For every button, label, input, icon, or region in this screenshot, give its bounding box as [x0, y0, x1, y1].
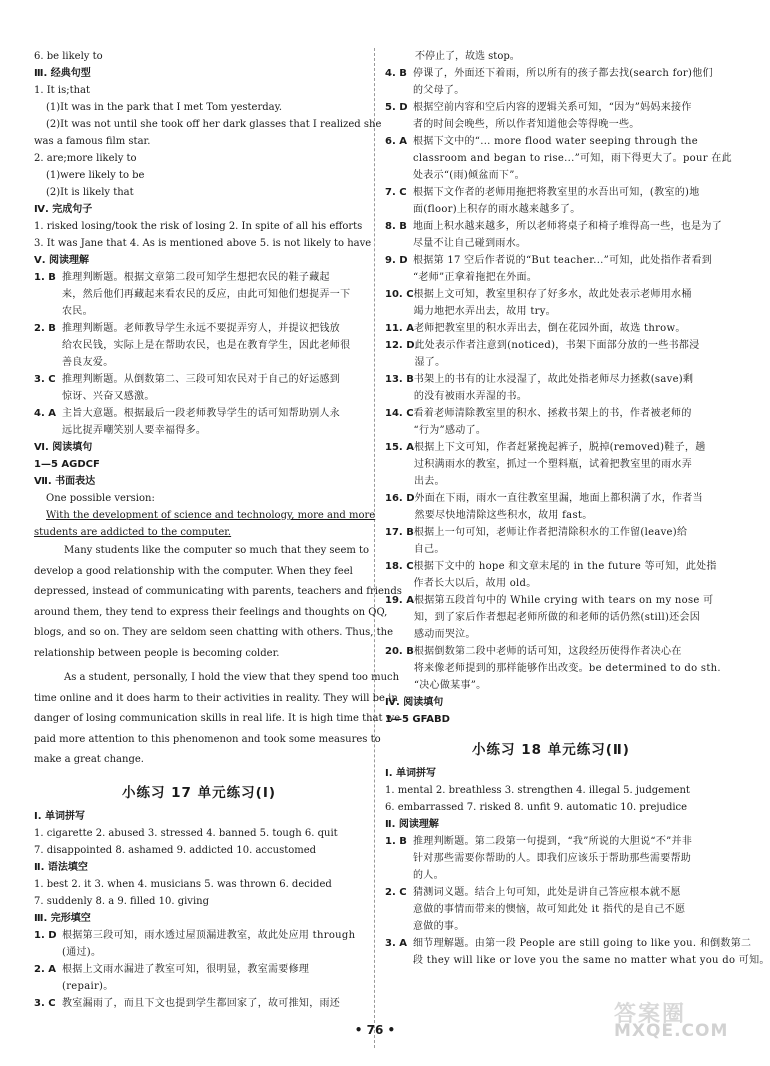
text-line: 不停止了，故选 stop。	[415, 51, 520, 62]
item-line: 的人。	[413, 870, 444, 881]
item-explanation	[62, 269, 364, 320]
item-line: 推理判断题。从倒数第二、三段可知农民对于自己的好运感到	[62, 374, 341, 385]
text-line: 7. suddenly 8. a 9. filled 10. giving	[34, 895, 209, 907]
answer-item	[385, 833, 717, 884]
item-line: 自己。	[413, 544, 445, 555]
answer-item	[385, 218, 722, 252]
item-number: 3. C	[34, 997, 56, 1009]
item-explanation	[413, 833, 717, 884]
item-line: 针对那些需要你帮助的人。即我们应该乐于帮助那些需要帮助	[413, 853, 692, 864]
item-line: 善良友爱。	[62, 357, 114, 368]
item-number: 1. D	[34, 929, 57, 941]
text-line: 1. It is;that	[34, 85, 91, 96]
item-number: 1. B	[34, 272, 56, 283]
essay-line: around them, they tend to express their feelings and thoughts on QQ,	[34, 606, 388, 618]
item-number: 4. B	[385, 68, 407, 79]
item-line: 段 they will like or love you the same no matter what you do 可知。	[413, 955, 770, 966]
item-explanation	[62, 371, 364, 405]
text-line: (2)It was not until she took off her dark glasses that I realized she	[46, 119, 382, 130]
essay-line: develop a good relationship with the computer. When they feel	[34, 565, 353, 577]
item-explanation	[414, 286, 717, 320]
item-line: 根据第五段首句中的 While crying with tears on my nose 可	[413, 595, 714, 606]
item-number: 5. D	[385, 102, 408, 113]
item-explanation	[413, 252, 717, 286]
item-line: 知，到了家后作者想起老师所做的和老师的话仍然(still)还会因	[413, 612, 701, 623]
item-explanation	[414, 524, 717, 558]
text-line: 1. risked losing/took the risk of losing 2. In spite of all his efforts	[34, 221, 363, 232]
section-heading: Ⅰ. 单词拼写	[34, 810, 86, 822]
answer-item	[385, 286, 717, 320]
item-number: 14. C	[385, 408, 414, 419]
essay-line: blogs, and so on. They are seldom seen chatting with others. Thus, the	[34, 627, 393, 638]
item-explanation	[62, 995, 364, 1012]
item-line: 湿了。	[414, 357, 446, 368]
section-heading: Ⅶ. 书面表达	[34, 476, 96, 487]
item-line: 惊讶、兴奋又感激。	[62, 391, 155, 402]
item-line: (通过)。	[62, 946, 102, 958]
item-explanation	[413, 65, 717, 99]
item-number: 20. B	[385, 646, 414, 657]
practice-title: 小练习 18 单元练习(Ⅱ)	[472, 742, 630, 758]
item-line: 根据下文中的 hope 和文章末尾的 in the future 等可知，此处指	[413, 561, 717, 572]
answer-item	[385, 133, 732, 184]
answer-item	[385, 320, 717, 337]
item-line: 教室漏雨了，而且下文也提到学生都回家了，故可推知，雨还	[62, 997, 341, 1009]
answer-item	[385, 405, 717, 439]
item-line: 给农民钱，实际上是在帮助农民，也是在教育学生，因此老师很	[62, 340, 351, 351]
item-line: 地面上积水越来越多，所以老师将桌子和椅子堆得高一些，也是为了	[413, 221, 722, 232]
item-line: 来，然后他们再藏起来看农民的反应，由此可知他们想捉弄一下	[62, 289, 351, 300]
section-heading: Ⅱ. 阅读理解	[385, 819, 439, 830]
item-number: 8. B	[385, 221, 407, 232]
item-line: 面(floor)上积存的雨水越来越多了。	[413, 204, 581, 215]
answer-item	[385, 524, 717, 558]
item-explanation	[414, 320, 717, 337]
item-line: 外面在下雨，雨水一直往教室里漏，地面上都积满了水，作者当	[414, 493, 703, 504]
item-line: 停课了，外面还下着雨，所以所有的孩子都去找(search for)他们	[413, 68, 713, 79]
item-line: 根据下文作者的老师用拖把将教室里的水吾出可知，(教室的)地	[413, 187, 700, 198]
text-line: 3. It was Jane that 4. As is mentioned above 5. is not likely to have	[34, 238, 372, 249]
item-explanation	[62, 927, 364, 961]
item-line: 猜测词义题。结合上句可知，此处是讲自己答应根本就不愿	[413, 887, 681, 898]
answer-item	[385, 592, 717, 643]
item-line: 竭力地把水弄出去，故用 try。	[413, 306, 556, 317]
item-line: 意做的事。	[413, 921, 465, 932]
text-line: 1. cigarette 2. abused 3. stressed 4. banned 5. tough 6. quit	[34, 827, 338, 839]
answer-item	[385, 65, 717, 99]
answer-item	[34, 320, 364, 371]
text-line: (1)were likely to be	[46, 170, 145, 181]
practice-title: 小练习 17 单元练习(Ⅰ)	[121, 784, 277, 801]
item-explanation	[413, 184, 717, 218]
item-number: 19. A	[385, 595, 414, 606]
item-number: 18. C	[385, 561, 414, 572]
essay-line: depressed, instead of communicating with parents, teachers and friends	[34, 586, 402, 597]
item-line: 过积满雨水的教室，抓过一个塑料瓶，试着把教室里的雨水弄	[413, 459, 693, 470]
item-explanation	[414, 439, 717, 490]
item-number: 10. C	[385, 289, 414, 300]
item-line: 根据上一句可知，老师让作者把清除积水的工作留(leave)给	[413, 527, 688, 538]
item-explanation	[413, 935, 770, 969]
item-number: 2. A	[34, 963, 56, 975]
watermark-logo	[614, 1002, 742, 1060]
text-line: 2. are;more likely to	[34, 153, 137, 164]
item-explanation	[414, 558, 717, 592]
text-line: was a famous film star.	[34, 136, 151, 147]
item-number: 15. A	[385, 442, 414, 453]
section-heading: Ⅲ. 完形填空	[34, 912, 91, 924]
essay-line: paid more attention to this phenomenon and took some measures to	[34, 733, 381, 745]
item-line: 根据上文可知，教室里积存了好多水，故此处表示老师用水桶	[413, 289, 692, 300]
item-line: 推理判断题。老师教导学生永远不要捉弄穷人，并提议把钱放	[62, 323, 341, 334]
item-line: 根据第 17 空后作者说的“But teacher...”可知，此处指作者看到	[413, 255, 713, 266]
item-number: 13. B	[385, 374, 414, 385]
essay-line: As a student, personally, I hold the view that they spend too much	[64, 672, 400, 683]
answer-item	[385, 439, 717, 490]
answer-item	[385, 558, 717, 592]
essay-line: relationship between people is becoming colder.	[34, 647, 280, 659]
item-explanation	[414, 643, 721, 694]
item-number: 16. D	[385, 493, 415, 504]
answer-item	[34, 961, 364, 995]
item-explanation	[62, 961, 364, 995]
item-line: 书架上的书有的让水浸湿了，故此处指老师尽力拯救(save)剩	[413, 374, 694, 385]
item-line: 将来像老师提到的那样能够作出改变。be determined to do sth.	[413, 663, 721, 674]
item-number: 17. B	[385, 527, 414, 538]
item-line: 作者长大以后，故用 old。	[413, 578, 537, 589]
item-line: 远比捉弄嘲笑别人要幸福得多。	[62, 425, 207, 436]
item-number: 12. D	[385, 340, 415, 351]
item-explanation	[413, 133, 732, 184]
answer-item	[385, 490, 717, 524]
watermark-top: 答案圈	[614, 1002, 687, 1027]
watermark-bottom: MXQE.COM	[614, 1021, 729, 1041]
text-line: One possible version:	[46, 493, 155, 504]
item-line: (repair)。	[62, 980, 114, 992]
item-explanation	[415, 337, 718, 371]
item-line: 尽量不让自己碰到雨水。	[413, 238, 527, 249]
item-line: 根据第三段可知，雨水透过屋顶漏进教室，故此处应用 through	[62, 929, 356, 941]
item-number: 1. B	[385, 836, 407, 847]
item-line: 意做的事情而带来的懊恼，故可知此处 it 指代的是自己不愿	[413, 904, 686, 915]
answer-item	[385, 371, 717, 405]
text-line: 1. mental 2. breathless 3. strengthen 4. illegal 5. judgement	[385, 785, 690, 796]
item-explanation	[415, 490, 718, 524]
item-number: 6. A	[385, 136, 407, 147]
item-explanation	[414, 405, 717, 439]
item-line: 的没有被雨水弄湿的书。	[413, 391, 528, 402]
section-heading: Ⅰ. 单词拼写	[385, 768, 437, 779]
section-heading: Ⅴ. 阅读理解	[34, 255, 90, 266]
item-line: “决心做某事”。	[413, 680, 487, 691]
answer-row: 1—5 GFABD	[385, 714, 450, 725]
text-line: 6. be likely to	[34, 51, 103, 62]
right-column	[385, 48, 770, 969]
section-heading: Ⅳ. 完成句子	[34, 204, 93, 215]
item-line: 根据上文雨水漏进了教室可知，很明显，教室需要修理	[62, 963, 310, 975]
item-explanation	[414, 371, 717, 405]
text-line: (1)It was in the park that I met Tom yesterday.	[46, 102, 283, 113]
item-line: 细节理解题。由第一段 People are still going to like you. 和倒数第二	[413, 938, 752, 949]
answer-item	[385, 252, 717, 286]
answer-item	[385, 337, 717, 371]
essay-line: danger of losing communication skills in real life. It is high time that we	[34, 713, 401, 724]
item-number: 3. C	[34, 374, 56, 385]
underlined-line: students are addicted to the computer.	[34, 527, 232, 538]
item-line: 老师把教室里的积水弄出去，倒在花园外面，故选 throw。	[413, 323, 686, 334]
item-line: 然要尽快地清除这些积水，故用 fast。	[414, 510, 593, 521]
answer-item	[34, 269, 364, 320]
section-heading: Ⅵ. 阅读填句	[34, 442, 93, 453]
text-line: 1. best 2. it 3. when 4. musicians 5. was thrown 6. decided	[34, 878, 332, 890]
answer-item	[34, 371, 364, 405]
item-number: 4. A	[34, 408, 56, 419]
item-line: 根据下文中的“... more flood water seeping through the	[413, 136, 698, 147]
answer-item	[385, 935, 770, 969]
item-line: 的父母了。	[413, 85, 465, 96]
section-heading: Ⅳ. 阅读填句	[385, 697, 444, 708]
item-number: 3. A	[385, 938, 407, 949]
item-number: 9. D	[385, 255, 408, 266]
item-explanation	[62, 405, 364, 439]
item-line: “老师”正拿着拖把在外面。	[413, 272, 538, 283]
item-line: 农民。	[62, 306, 93, 317]
item-line: 感动而哭泣。	[413, 629, 476, 640]
item-line: 根据倒数第二段中老师的话可知，这段经历使得作者决心在	[413, 646, 682, 657]
item-line: 出去。	[413, 476, 445, 487]
item-number: 7. C	[385, 187, 407, 198]
item-explanation	[413, 218, 722, 252]
answer-item	[34, 927, 364, 961]
answer-item	[385, 99, 717, 133]
item-line: 者的时间会晚些，所以作者知道他会等得晚一些。	[413, 119, 640, 130]
item-line: 推理判断题。第二段第一句提到，“我”所说的大胆说“不”并非	[413, 836, 693, 847]
item-line: 主旨大意题。根据最后一段老师教导学生的话可知帮助别人永	[62, 408, 341, 419]
column-divider	[374, 48, 375, 1048]
item-line: classroom and began to rise...”可知，雨下得更大了。pour 在此	[413, 153, 732, 164]
essay-line: Many students like the computer so much that they seem to	[64, 545, 370, 556]
item-line: 看着老师清除教室里的积水、拯救书架上的书，作者被老师的	[413, 408, 692, 419]
item-line: 推理判断题。根据文章第二段可知学生想把农民的鞋子藏起	[62, 272, 330, 283]
item-line: 根据上下文可知，作者赶紧挽起裤子，脱掉(removed)鞋子，趟	[413, 442, 706, 453]
item-number: 2. B	[34, 323, 56, 334]
answer-item	[34, 995, 364, 1012]
item-number: 2. C	[385, 887, 407, 898]
section-heading: Ⅲ. 经典句型	[34, 68, 91, 79]
section-heading: Ⅱ. 语法填空	[34, 861, 88, 873]
answer-item	[385, 643, 721, 694]
answer-item	[34, 405, 364, 439]
essay-line: time online and it does harm to their activities in reality. They will be in	[34, 692, 398, 704]
essay-line: make a great change.	[34, 754, 144, 765]
item-line: 此处表示作者注意到(noticed)，书架下面部分放的一些书都浸	[414, 340, 700, 351]
item-explanation	[413, 884, 717, 935]
essay-paragraph	[34, 668, 401, 771]
text-line: (2)It is likely that	[46, 187, 134, 198]
answer-row: 1—5 AGDCF	[34, 459, 100, 470]
item-explanation	[62, 320, 364, 371]
text-line: 7. disappointed 8. ashamed 9. addicted 10. accustomed	[34, 844, 317, 856]
item-line: “行为”感动了。	[413, 425, 487, 436]
text-line: 6. embarrassed 7. risked 8. unfit 9. automatic 10. prejudice	[385, 802, 688, 813]
answer-item	[385, 184, 717, 218]
item-line: 处表示“(雨)倾盆而下”。	[413, 170, 525, 181]
page-number: • 76 •	[354, 1023, 396, 1037]
underlined-line: With the development of science and technology, more and more	[46, 510, 376, 521]
answer-item	[385, 884, 717, 935]
item-line: 根据空前内容和空后内容的逻辑关系可知，“因为”妈妈来接作	[413, 102, 692, 113]
item-explanation	[413, 99, 717, 133]
item-explanation	[414, 592, 717, 643]
item-number: 11. A	[385, 323, 414, 334]
